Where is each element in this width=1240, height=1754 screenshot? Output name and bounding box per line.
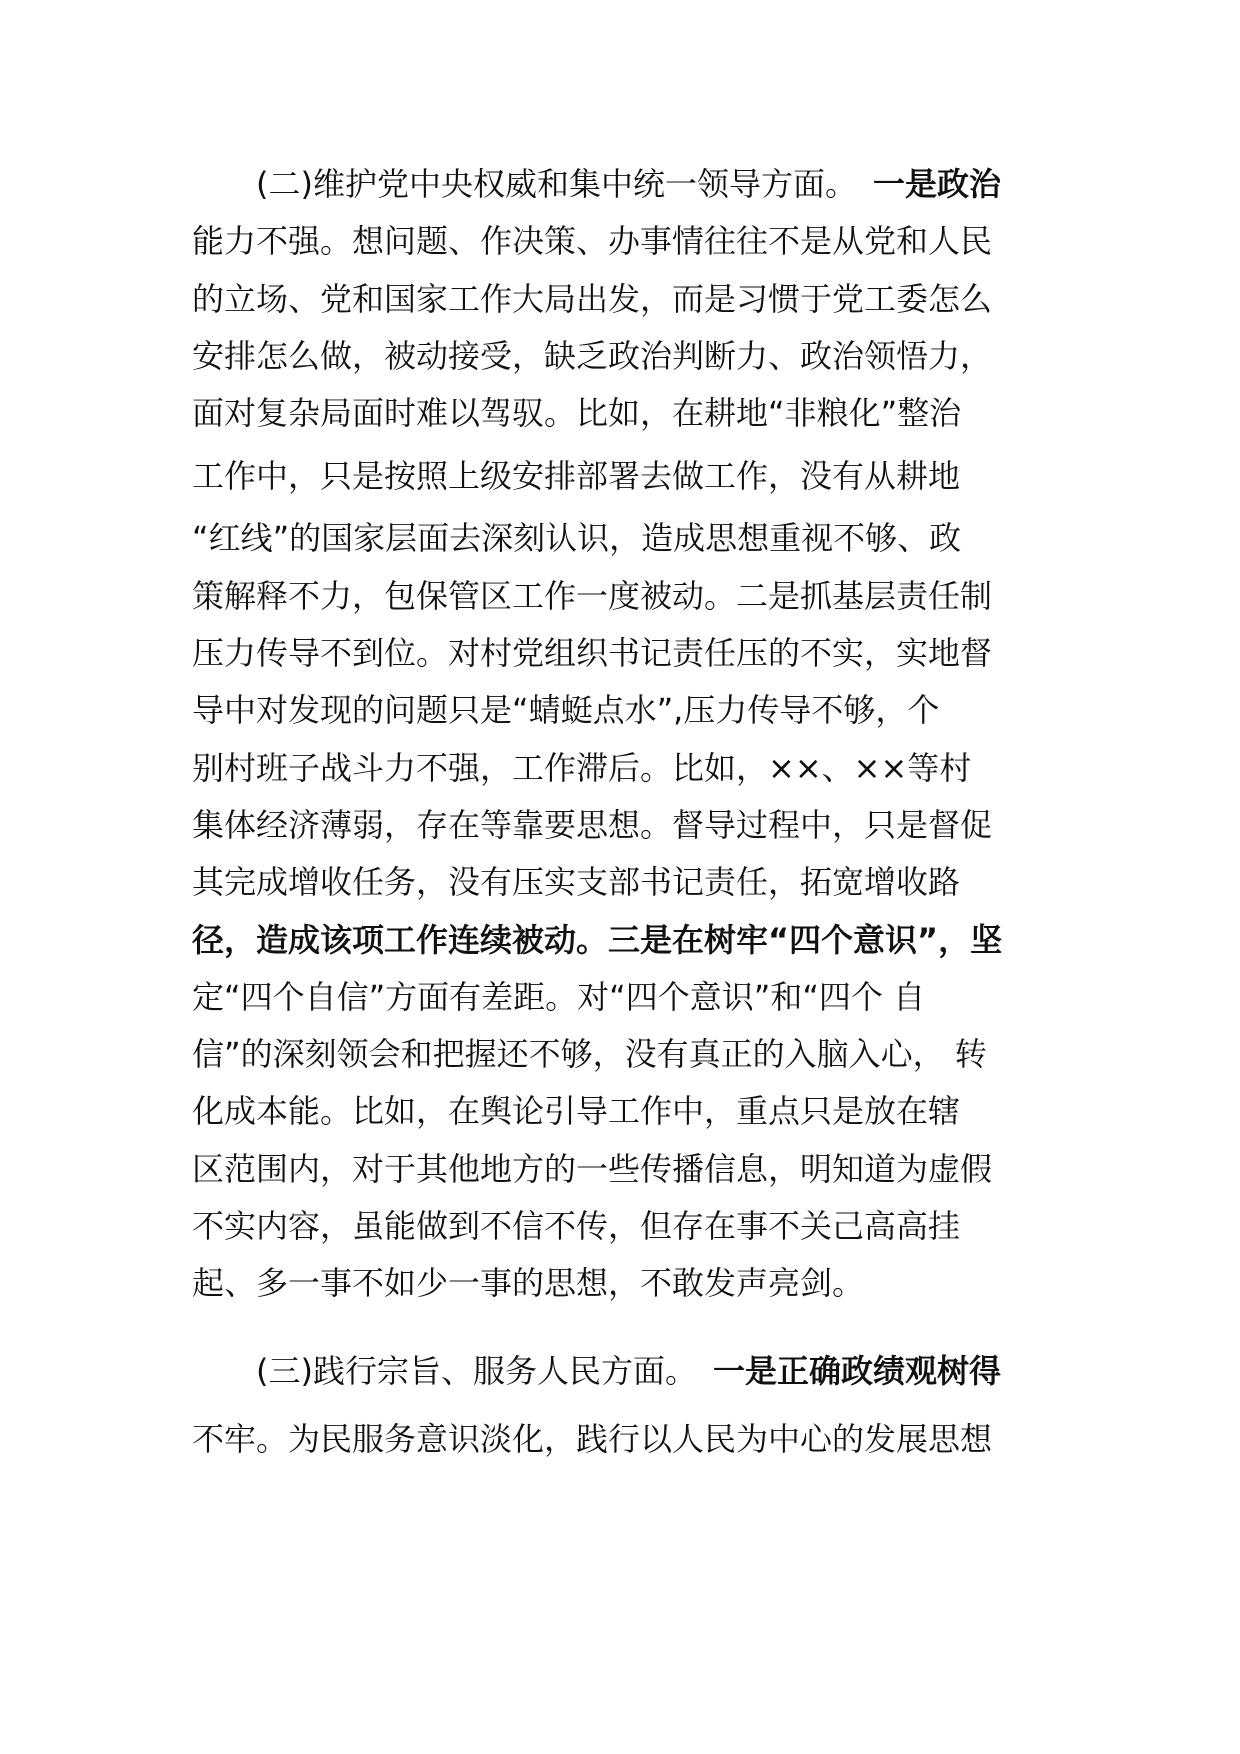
paragraph-serve-people [192, 1337, 1042, 1473]
text-line: 信”的深刻领会和把握还不够，没有真正的入脑入心， 转 [192, 1035, 987, 1074]
text-line: 策解释不力，包保管区工作一度被动。二是抓基层责任制 [192, 576, 993, 615]
text-line: 工作中，只是按照上级安排部署去做工作，没有从耕地 [192, 457, 961, 496]
text-line: 化成本能。比如，在舆论引导工作中，重点只是放在辖 [192, 1092, 961, 1131]
text-line: (三)践行宗旨、服务人民方面。 一是正确政绩观树得 [192, 1351, 1001, 1390]
text-line: 不牢。为民服务意识淡化，践行以人民为中心的发展思想 [192, 1419, 993, 1458]
text-line: 区范围内，对于其他地方的一些传播信息，明知道为虚假 [192, 1149, 993, 1188]
text-line: 不实内容，虽能做到不信不传，但存在事不关己高高挂 [192, 1207, 961, 1246]
paragraph-maintain-authority [192, 156, 1042, 1313]
text-line: 别村班子战斗力不强，工作滞后。比如，××、××等村 [192, 748, 972, 787]
text-line: (二)维护党中央权威和集中统一领导方面。 一是政治 [192, 165, 1001, 203]
text-line: 起、多一事不如少一事的思想，不敢发声亮剑。 [192, 1264, 865, 1303]
text-line: 径，造成该项工作连续被动。三是在树牢“四个意识”，坚 [192, 920, 1003, 959]
text-line: 能力不强。想问题、作决策、办事情往往不是从党和人民 [192, 222, 993, 261]
text-line: “红线”的国家层面去深刻认识，造成思想重视不够、政 [192, 519, 962, 558]
paragraph-spacer [192, 1313, 1042, 1337]
document-body [192, 156, 1042, 1473]
text-line: 其完成增收任务，没有压实支部书记责任，拓宽增收路 [192, 863, 961, 902]
text-line: 定“四个自信”方面有差距。对“四个意识”和“四个 自 [192, 977, 926, 1016]
text-line: 安排怎么做，被动接受，缺乏政治判断力、政治领悟力， [192, 336, 993, 375]
text-line: 导中对发现的问题只是“蜻蜓点水”,压力传导不够，个 [192, 691, 940, 730]
text-line: 集体经济薄弱，存在等靠要思想。督导过程中，只是督促 [192, 805, 993, 844]
text-line: 面对复杂局面时难以驾驭。比如，在耕地“非粮化”整治 [192, 394, 962, 433]
text-line: 压力传导不到位。对村党组织书记责任压的不实，实地督 [192, 634, 993, 673]
text-line: 的立场、党和国家工作大局出发，而是习惯于党工委怎么 [192, 279, 993, 318]
